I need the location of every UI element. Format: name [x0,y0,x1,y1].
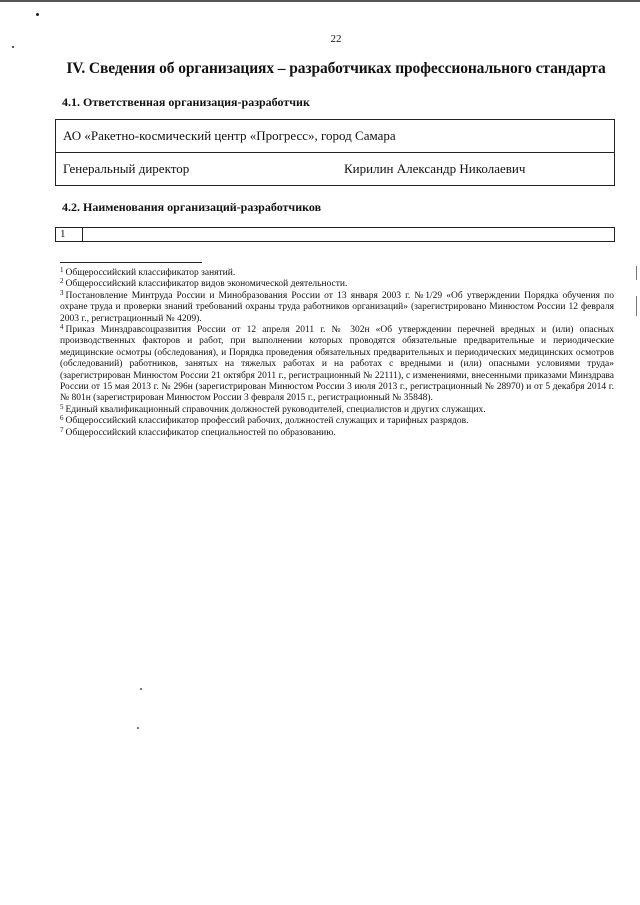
footnote-mark: 2 [60,277,64,286]
footnote-text: Постановление Минтруда России и Минобразования России от 13 января 2003 г. №1/29 «Об утверждении Порядка обучения по охране труда и проверки знаний требований охраны труда работников организаций» (зарегистрировано Минюстом России 12 февраля 2003 г., регистрационный № 4209). [60,290,614,324]
footnote [60,402,614,416]
footnote-mark: 6 [60,414,64,423]
page-number: 22 [330,33,342,45]
footnote-mark: 3 [60,288,64,297]
footnote [60,288,614,325]
org-name: АО «Ракетно-космический центр «Прогресс», город Самара [63,128,396,143]
footnote [60,268,614,279]
footnote [60,425,614,439]
section-title: IV. Сведения об организациях – разработчиках профессионального стандарта [66,60,606,77]
footnote-mark: 5 [60,402,64,411]
footnotes [60,268,614,439]
footnote-text: Общероссийский классификатор видов экономической деятельности. [65,279,348,290]
scan-dot [140,688,142,690]
footnote [60,416,614,427]
scan-edge-mark [636,296,637,316]
footnote-text: Приказ Минздравсоцразвития России от 12 апреля 2011 г. № 302н «Об утверждении перечней вредных и (или) опасных производственных факторов и работ, при выполнении которых проводятся обязательные предварительные и периодические медицинские осмотры (обследования), и Порядка проведения обязательных предварительных и периодических медицинских осмотров (обследований) работников, занятых на тяжелых работах и на работах с вредными и (или) опасными условиями труда» (зарегистрирован Минюстом России 21 октября 2011 г., регистрационный № 22111), с изменениями, внесенными приказами Минздрава России от 15 мая 2013 г. № 296н (зарегистрирован Минюстом России 3 июля 2013 г., регистрационный № 28970) и от 5 декабря 2014 г. № 801н (зарегистрирован Минюстом России 3 февраля 2015 г., регистрационный № 35848). [60,325,614,404]
developer-orgs-table [55,227,615,242]
footnote-separator [60,262,202,263]
developer-row-number: 1 [60,228,66,240]
footnote-text: Общероссийский классификатор специальностей по образованию. [65,427,336,438]
footnote-text: Общероссийский классификатор занятий. [65,268,236,278]
footnote [60,325,614,405]
scan-speck [12,46,14,48]
org-head-name: Кирилин Александр Николаевич [344,161,526,176]
scan-speck [36,13,39,16]
footnote [60,279,614,290]
org-head-position: Генеральный директор [63,161,190,176]
footnote-mark: 7 [60,425,64,434]
scan-top-edge [0,0,640,2]
scan-edge-mark [636,266,637,280]
footnote-mark: 4 [60,323,64,332]
footnote-text: Общероссийский классификатор профессий рабочих, должностей служащих и тарифных разрядов. [65,416,469,427]
developer-orgs-heading: 4.2. Наименования организаций-разработчиков [62,200,322,214]
responsible-org-table [55,119,615,186]
footnote-mark: 1 [60,266,64,274]
column-divider [82,228,83,241]
footnote-text: Единый квалификационный справочник должностей руководителей, специалистов и других служащих. [65,404,486,415]
scan-dot [137,727,139,729]
responsible-org-heading: 4.1. Ответственная организация-разработчик [62,95,310,109]
